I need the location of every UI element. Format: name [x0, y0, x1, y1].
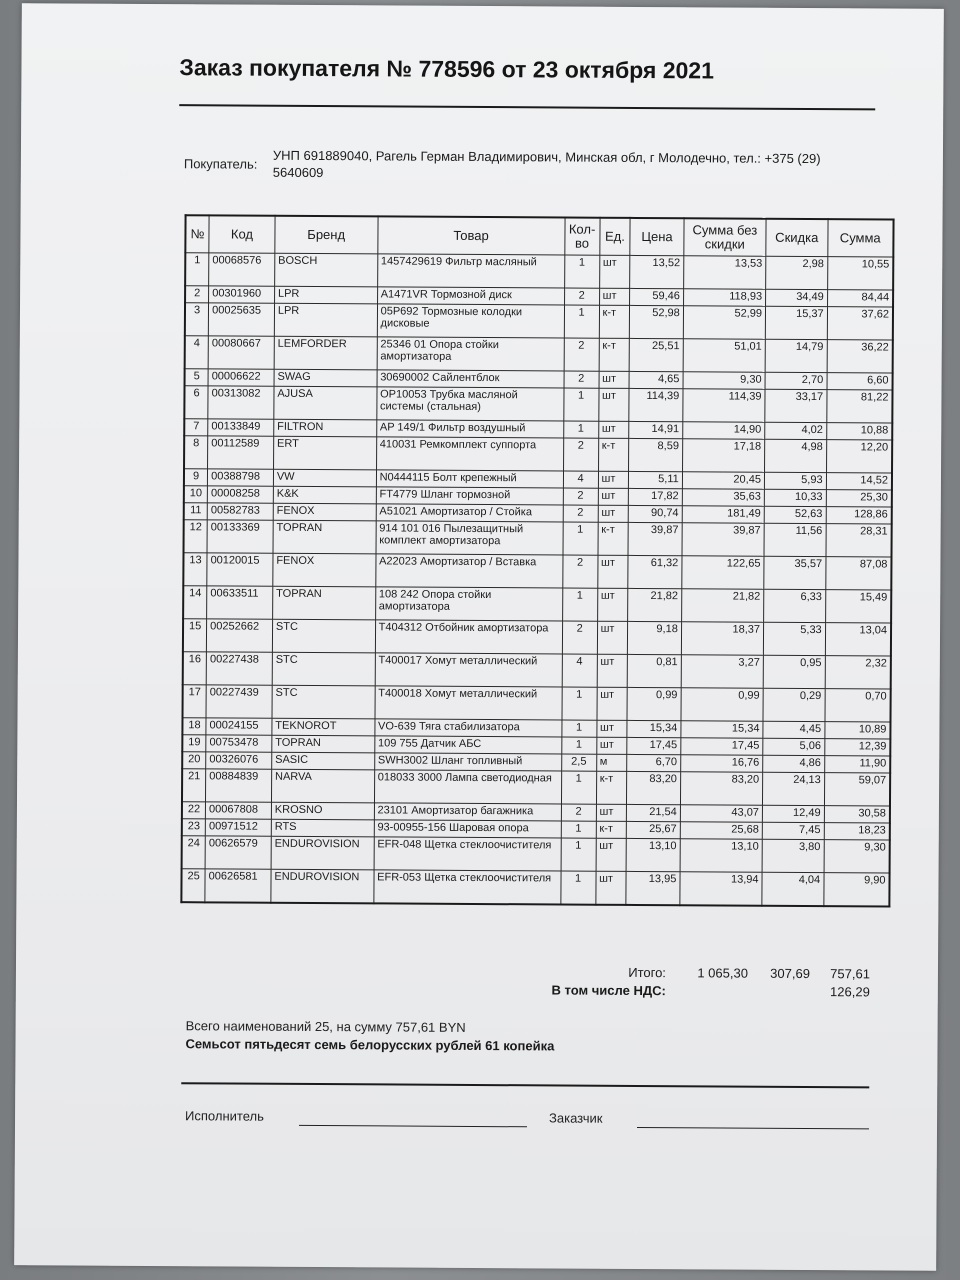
cell-qty: 1: [563, 388, 598, 421]
cell-price: 17,82: [629, 488, 683, 505]
cell-product: 914 101 016 Пылезащитный комплект амортизатора: [376, 521, 563, 555]
cell-brand: KROSNO: [271, 802, 374, 820]
items-count-line: Всего наименований 25, на сумму 757,61 BYN: [185, 1018, 466, 1035]
cell-brand: K&K: [273, 486, 376, 504]
cell-price: 52,98: [630, 305, 684, 338]
cell-discount: 0,29: [763, 688, 825, 721]
cell-num: 8: [184, 436, 208, 469]
cell-unit: шт: [598, 471, 629, 488]
cell-qty: 2: [563, 505, 598, 522]
cell-price: 114,39: [629, 388, 683, 421]
cell-price: 4,65: [629, 371, 683, 388]
cell-sum: 12,20: [826, 440, 892, 473]
cell-product: A22023 Амортизатор / Вставка: [375, 554, 562, 588]
executor-signature-line: [299, 1125, 527, 1127]
cell-product: OP10053 Трубка масляной системы (стальная): [376, 387, 563, 421]
cell-unit: шт: [597, 621, 628, 654]
cell-price: 21,54: [627, 804, 681, 821]
cell-brand: TOPRAN: [272, 586, 375, 620]
document-page: [14, 3, 944, 1271]
cell-sum: 11,90: [824, 756, 890, 773]
cell-code: 00133849: [208, 419, 274, 436]
cell-unit: к-т: [598, 438, 629, 471]
cell-product: A51021 Амортизатор / Стойка: [376, 504, 563, 522]
order-items-table: [180, 214, 894, 907]
cell-discount: 3,80: [762, 839, 824, 872]
col-header: №: [185, 215, 209, 253]
cell-unit: шт: [596, 720, 627, 737]
col-header: Товар: [377, 216, 564, 255]
cell-qty: 1: [564, 305, 599, 338]
buyer-details: УНП 691889040, Рагель Герман Владимирович, Минская обл, г Молодечно, тел.: +375 (29) 5640609: [272, 147, 821, 181]
cell-price: 9,18: [628, 621, 682, 654]
cell-num: 20: [182, 752, 206, 769]
cell-brand: STC: [272, 652, 375, 686]
cell-unit: шт: [599, 255, 630, 288]
cell-unit: к-т: [599, 338, 630, 371]
cell-price: 17,45: [627, 737, 681, 754]
cell-brand: FENOX: [273, 553, 376, 587]
total-no-discount: 1 065,30: [697, 965, 748, 981]
cell-price: 0,99: [627, 687, 681, 720]
cell-sum: 14,52: [826, 473, 892, 490]
cell-num: 14: [183, 586, 207, 619]
cell-price: 8,59: [629, 438, 683, 471]
cell-sum-no-discount: 18,37: [681, 622, 763, 656]
table-row: [182, 769, 890, 806]
cell-unit: к-т: [596, 771, 627, 804]
cell-unit: шт: [595, 871, 626, 904]
customer-signature-line: [637, 1127, 869, 1129]
cell-brand: BOSCH: [275, 253, 378, 287]
cell-sum: 9,30: [824, 840, 890, 873]
cell-qty: 2,5: [561, 754, 596, 771]
col-header: Скидка: [766, 219, 828, 257]
table-row: [181, 869, 889, 906]
cell-unit: к-т: [596, 821, 627, 838]
cell-num: 11: [184, 503, 208, 520]
cell-num: 12: [184, 520, 208, 553]
table-header-row: [185, 215, 893, 257]
cell-unit: шт: [599, 371, 630, 388]
cell-sum-no-discount: 52,99: [683, 306, 765, 340]
cell-sum: 15,49: [825, 590, 891, 623]
table-row: [182, 836, 890, 873]
cell-discount: 2,98: [766, 256, 828, 289]
page-title: Заказ покупателя № 778596 от 23 октября 2021: [179, 54, 715, 84]
cell-product: 410031 Ремкомплект суппорта: [376, 437, 563, 471]
cell-brand: NARVA: [271, 769, 374, 803]
cell-sum-no-discount: 118,93: [683, 289, 765, 307]
cell-num: 10: [184, 486, 208, 503]
cell-sum: 6,60: [827, 373, 893, 390]
table-row: [183, 685, 891, 722]
cell-sum-no-discount: 25,68: [680, 822, 762, 840]
cell-discount: 35,57: [764, 556, 826, 589]
cell-code: 00133369: [207, 520, 273, 553]
cell-unit: к-т: [599, 305, 630, 338]
cell-discount: 6,33: [764, 589, 826, 622]
cell-num: 24: [182, 836, 206, 869]
cell-discount: 4,04: [762, 872, 824, 905]
cell-code: 00753478: [206, 735, 272, 752]
cell-price: 6,70: [627, 754, 681, 771]
cell-unit: шт: [598, 421, 629, 438]
cell-product: N0444115 Болт крепежный: [376, 470, 563, 488]
cell-discount: 5,93: [764, 472, 826, 489]
cell-sum-no-discount: 13,10: [680, 839, 762, 873]
cell-price: 5,11: [629, 471, 683, 488]
cell-sum-no-discount: 17,18: [682, 439, 764, 473]
cell-product: 25346 01 Опора стойки амортизатора: [377, 337, 564, 371]
cell-num: 25: [181, 869, 205, 902]
cell-product: T400017 Хомут металлический: [375, 653, 562, 687]
cell-qty: 1: [562, 720, 597, 737]
cell-num: 13: [183, 553, 207, 586]
cell-num: 19: [182, 735, 206, 752]
table-row: [183, 586, 891, 623]
cell-discount: 7,45: [762, 822, 824, 839]
cell-num: 16: [183, 652, 207, 685]
cell-brand: AJUSA: [274, 386, 377, 420]
cell-product: EFR-053 Щетка стеклоочистителя: [373, 870, 560, 904]
col-header: Ед.: [599, 218, 630, 256]
signature-divider: [181, 1082, 869, 1088]
cell-price: 25,67: [627, 821, 681, 838]
cell-discount: 4,45: [763, 721, 825, 738]
cell-sum: 18,23: [824, 823, 890, 840]
cell-code: 00633511: [207, 586, 273, 619]
cell-unit: шт: [597, 654, 628, 687]
cell-code: 00227439: [206, 685, 272, 718]
cell-code: 00080667: [208, 336, 274, 369]
cell-price: 21,82: [628, 588, 682, 621]
cell-num: 7: [184, 419, 208, 436]
cell-product: 05P692 Тормозные колодки дисковые: [377, 304, 564, 338]
cell-num: 18: [182, 718, 206, 735]
cell-sum-no-discount: 13,53: [683, 256, 765, 290]
cell-discount: 34,49: [766, 289, 828, 306]
cell-price: 13,95: [626, 871, 680, 904]
cell-num: 21: [182, 769, 206, 802]
cell-unit: шт: [598, 505, 629, 522]
cell-qty: 1: [564, 255, 599, 288]
cell-brand: RTS: [271, 819, 374, 837]
cell-unit: шт: [598, 388, 629, 421]
col-header: Сумма без скидки: [684, 218, 766, 256]
cell-code: 00227438: [206, 652, 272, 685]
cell-code: 00388798: [208, 469, 274, 486]
cell-num: 4: [185, 336, 209, 369]
cell-code: 00582783: [207, 503, 273, 520]
cell-qty: 4: [563, 471, 598, 488]
cell-brand: SWAG: [274, 369, 377, 387]
cell-code: 00326076: [206, 752, 272, 769]
cell-sum: 128,86: [826, 507, 892, 524]
cell-unit: шт: [596, 737, 627, 754]
cell-product: 1457429619 Фильтр масляный: [377, 254, 564, 288]
cell-brand: TOPRAN: [273, 520, 376, 554]
cell-qty: 2: [561, 804, 596, 821]
cell-discount: 52,63: [764, 506, 826, 523]
cell-price: 90,74: [629, 505, 683, 522]
cell-product: 109 755 Датчик АБС: [374, 736, 561, 754]
cell-code: 00112589: [208, 436, 274, 469]
cell-qty: 4: [562, 654, 597, 687]
cell-sum-no-discount: 122,65: [682, 556, 764, 590]
cell-price: 61,32: [628, 555, 682, 588]
cell-sum-no-discount: 13,94: [680, 872, 762, 906]
cell-discount: 15,37: [765, 306, 827, 339]
cell-num: 23: [182, 819, 206, 836]
cell-product: 108 242 Опора стойки амортизатора: [375, 587, 562, 621]
cell-sum-no-discount: 14,90: [683, 422, 765, 440]
cell-code: 00626581: [205, 869, 271, 902]
col-header: Сумма: [827, 219, 893, 257]
cell-qty: 2: [564, 371, 599, 388]
cell-sum-no-discount: 17,45: [681, 738, 763, 756]
cell-qty: 2: [564, 338, 599, 371]
cell-sum-no-discount: 16,76: [680, 755, 762, 773]
cell-product: 30690002 Сайлентблок: [377, 370, 564, 388]
table-row: [185, 253, 893, 290]
cell-code: 00301960: [209, 286, 275, 303]
cell-brand: STC: [272, 619, 375, 653]
cell-sum: 30,58: [824, 806, 890, 823]
cell-num: 3: [185, 303, 209, 336]
col-header: Цена: [630, 218, 684, 256]
cell-qty: 1: [561, 821, 596, 838]
cell-code: 00025635: [208, 303, 274, 336]
cell-discount: 4,98: [765, 439, 827, 472]
cell-sum: 81,22: [826, 390, 892, 423]
cell-sum-no-discount: 15,34: [681, 721, 763, 739]
cell-product: VO-639 Тяга стабилизатора: [375, 719, 562, 737]
cell-sum-no-discount: 114,39: [683, 389, 765, 423]
cell-qty: 2: [562, 621, 597, 654]
cell-sum: 13,04: [825, 623, 891, 656]
cell-qty: 1: [562, 588, 597, 621]
total-discount: 307,69: [770, 965, 810, 982]
cell-unit: шт: [596, 804, 627, 821]
cell-brand: TEKNOROT: [272, 718, 375, 736]
cell-product: 93-00955-156 Шаровая опора: [374, 820, 561, 838]
table-row: [184, 436, 892, 473]
cell-discount: 0,95: [763, 655, 825, 688]
cell-qty: 1: [561, 871, 596, 904]
cell-code: 00252662: [207, 619, 273, 652]
cell-unit: шт: [597, 687, 628, 720]
cell-brand: STC: [272, 685, 375, 719]
cell-discount: 4,02: [765, 422, 827, 439]
cell-product: 018033 3000 Лампа светодиодная: [374, 770, 561, 804]
cell-sum: 10,88: [826, 423, 892, 440]
cell-unit: к-т: [598, 522, 629, 555]
cell-product: A1471VR Тормозной диск: [377, 287, 564, 305]
cell-sum: 12,39: [824, 739, 890, 756]
cell-price: 13,52: [630, 255, 684, 288]
buyer-label: Покупатель:: [183, 156, 258, 172]
cell-discount: 4,86: [763, 755, 825, 772]
cell-sum: 0,70: [825, 689, 891, 722]
cell-qty: 1: [561, 771, 596, 804]
cell-brand: LPR: [274, 303, 377, 337]
cell-price: 0,81: [628, 654, 682, 687]
cell-discount: 10,33: [764, 489, 826, 506]
cell-qty: 1: [563, 522, 598, 555]
cell-product: 23101 Амортизатор багажника: [374, 803, 561, 821]
cell-unit: м: [596, 754, 627, 771]
total-label: Итого:: [628, 964, 666, 981]
col-header: Код: [209, 215, 275, 253]
cell-brand: TOPRAN: [272, 735, 375, 753]
cell-sum: 10,55: [827, 257, 893, 290]
cell-sum: 36,22: [827, 340, 893, 373]
cell-code: 00006622: [208, 369, 274, 386]
cell-brand: ENDUROVISION: [271, 869, 374, 903]
cell-code: 00313082: [208, 386, 274, 419]
cell-discount: 11,56: [764, 523, 826, 556]
table-row: [184, 386, 892, 423]
cell-discount: 12,49: [762, 805, 824, 822]
table-row: [184, 520, 892, 557]
cell-price: 13,10: [626, 838, 680, 871]
cell-sum-no-discount: 35,63: [682, 489, 764, 507]
cell-num: 9: [184, 469, 208, 486]
cell-sum: 2,32: [825, 656, 891, 689]
customer-label: Заказчик: [549, 1110, 603, 1126]
amount-in-words: Семьсот пятьдесят семь белорусских рублей 61 копейка: [185, 1036, 555, 1054]
cell-price: 39,87: [628, 522, 682, 555]
cell-sum-no-discount: 43,07: [680, 805, 762, 823]
cell-sum-no-discount: 181,49: [682, 506, 764, 524]
cell-sum: 84,44: [827, 290, 893, 307]
cell-sum: 28,31: [826, 524, 892, 557]
cell-product: AP 149/1 Фильтр воздушный: [376, 420, 563, 438]
cell-sum: 10,89: [825, 722, 891, 739]
cell-unit: шт: [597, 555, 628, 588]
cell-brand: ENDUROVISION: [271, 836, 374, 870]
cell-num: 15: [183, 619, 207, 652]
cell-qty: 1: [561, 737, 596, 754]
executor-label: Исполнитель: [185, 1108, 264, 1124]
cell-brand: VW: [273, 469, 376, 487]
cell-code: 00024155: [206, 718, 272, 735]
cell-price: 59,46: [630, 288, 684, 305]
cell-code: 00068576: [209, 253, 275, 286]
cell-price: 15,34: [627, 720, 681, 737]
table-row: [185, 336, 893, 373]
cell-unit: шт: [599, 288, 630, 305]
cell-brand: FILTRON: [274, 419, 377, 437]
cell-sum-no-discount: 0,99: [681, 688, 763, 722]
cell-unit: шт: [597, 588, 628, 621]
vat-value: 126,29: [830, 984, 870, 1000]
col-header: Бренд: [275, 216, 378, 254]
cell-num: 2: [185, 286, 209, 303]
cell-brand: LEMFORDER: [274, 336, 377, 370]
cell-sum-no-discount: 20,45: [682, 472, 764, 490]
cell-qty: 2: [562, 555, 597, 588]
cell-sum: 9,90: [824, 873, 890, 906]
cell-sum: 25,30: [826, 490, 892, 507]
cell-sum: 37,62: [827, 307, 893, 340]
col-header: Кол-во: [564, 218, 599, 256]
cell-sum: 59,07: [824, 773, 890, 806]
cell-code: 00884839: [206, 769, 272, 802]
table-row: [183, 619, 891, 656]
cell-sum-no-discount: 3,27: [681, 655, 763, 689]
cell-qty: 1: [561, 838, 596, 871]
cell-sum-no-discount: 51,01: [683, 339, 765, 373]
cell-qty: 2: [563, 438, 598, 471]
cell-num: 22: [182, 802, 206, 819]
cell-price: 83,20: [627, 771, 681, 804]
cell-product: EFR-048 Щетка стеклоочистителя: [374, 837, 561, 871]
cell-product: SWH3002 Шланг топливный: [374, 753, 561, 771]
cell-brand: FENOX: [273, 503, 376, 521]
cell-brand: LPR: [274, 286, 377, 304]
table-row: [185, 303, 893, 340]
cell-num: 5: [185, 369, 209, 386]
cell-sum-no-discount: 9,30: [683, 372, 765, 390]
cell-code: 00971512: [205, 819, 271, 836]
cell-sum: 87,08: [825, 557, 891, 590]
cell-qty: 1: [562, 687, 597, 720]
cell-discount: 14,79: [765, 339, 827, 372]
cell-code: 00120015: [207, 553, 273, 586]
cell-product: T400018 Хомут металлический: [375, 686, 562, 720]
cell-discount: 2,70: [765, 372, 827, 389]
cell-discount: 24,13: [762, 772, 824, 805]
cell-code: 00626579: [205, 836, 271, 869]
vat-label: В том числе НДС:: [551, 982, 666, 999]
cell-unit: шт: [598, 488, 629, 505]
cell-discount: 33,17: [765, 389, 827, 422]
cell-code: 00008258: [207, 486, 273, 503]
cell-num: 1: [185, 253, 209, 286]
cell-sum-no-discount: 21,82: [681, 589, 763, 623]
cell-sum-no-discount: 39,87: [682, 523, 764, 557]
cell-discount: 5,06: [763, 738, 825, 755]
cell-code: 00067808: [206, 802, 272, 819]
cell-qty: 1: [563, 421, 598, 438]
cell-qty: 2: [564, 288, 599, 305]
cell-price: 14,91: [629, 421, 683, 438]
cell-brand: ERT: [273, 436, 376, 470]
cell-price: 25,51: [630, 338, 684, 371]
cell-product: FT4779 Шланг тормозной: [376, 487, 563, 505]
cell-brand: SASIC: [272, 752, 375, 770]
table-row: [183, 553, 891, 590]
cell-product: T404312 Отбойник амортизатора: [375, 620, 562, 654]
cell-sum-no-discount: 83,20: [680, 772, 762, 806]
cell-num: 17: [183, 685, 207, 718]
table-row: [183, 652, 891, 689]
cell-qty: 2: [563, 488, 598, 505]
cell-num: 6: [184, 386, 208, 419]
cell-unit: шт: [596, 838, 627, 871]
total-sum: 757,61: [830, 966, 870, 982]
title-underline: [179, 104, 875, 110]
cell-discount: 5,33: [763, 622, 825, 655]
